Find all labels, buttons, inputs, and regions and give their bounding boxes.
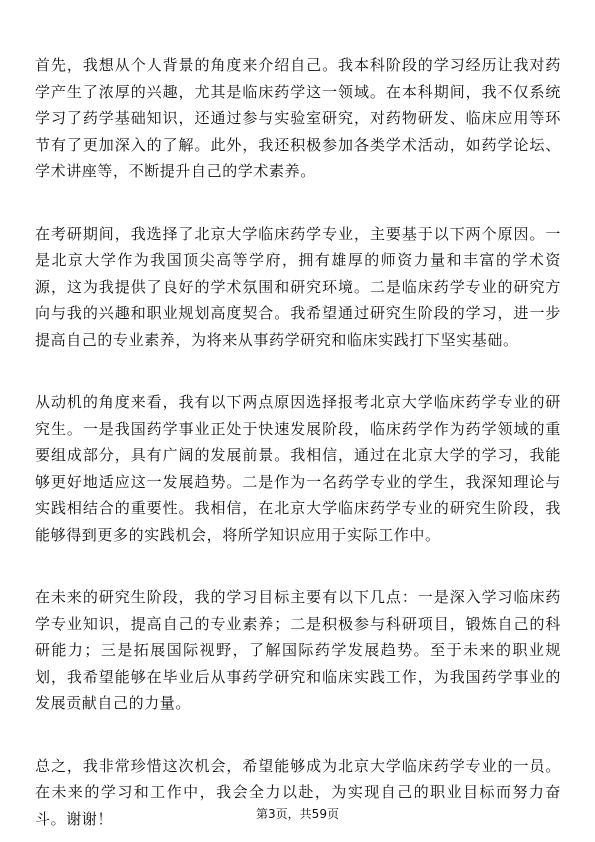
document-body [35, 52, 561, 832]
paragraph-motivation: 从动机的角度来看，我有以下两点原因选择报考北京大学临床药学专业的研究生。一是我国药学事业正处于快速发展阶段，临床药学作为药学领域的重要组成部分，具有广阔的发展前景。我相信，通过在北京大学的学习，我能够更好地适应这一发展趋势。二是作为一名药学专业的学生，我深知理论与实践相结合的重要性。我相信，在北京大学临床药学专业的研究生阶段，我能够得到更多的实践机会，将所学知识应用于实际工作中。 [35, 393, 561, 544]
paragraph-personal-background: 首先，我想从个人背景的角度来介绍自己。我本科阶段的学习经历让我对药学产生了浓厚的兴趣，尤其是临床药学这一领域。在本科期间，我不仅系统学习了药学基础知识，还通过参与实验室研究，对药物研发、临床应用等环节有了更加深入的了解。此外，我还积极参加各类学术活动，如药学论坛、学术讲座等，不断提升自己的学术素养。 [35, 56, 561, 180]
paragraph-study-goals: 在未来的研究生阶段，我的学习目标主要有以下几点：一是深入学习临床药学专业知识，提高自己的专业素养；二是积极参与科研项目，锻炼自己的科研能力；三是拓展国际视野，了解国际药学发展趋势。至于未来的职业规划，我希望能够在毕业后从事药学研究和临床实践工作，为我国药学事业的发展贡献自己的力量。 [35, 588, 561, 712]
page-number-footer: 第3页，共59页 [256, 807, 339, 821]
paragraph-conclusion: 总之，我非常珍惜这次机会，希望能够成为北京大学临床药学专业的一员。在未来的学习和工作中，我会全力以赴，为实现自己的职业目标而努力奋斗。谢谢！ [35, 756, 561, 828]
paragraph-program-choice: 在考研期间，我选择了北京大学临床药学专业，主要基于以下两个原因。一是北京大学作为我国顶尖高等学府，拥有雄厚的师资力量和丰富的学术资源，这为我提供了良好的学术氛围和研究环境。二是临床药学专业的研究方向与我的兴趣和职业规划高度契合。我希望通过研究生阶段的学习，进一步提高自己的专业素养，为将来从事药学研究和临床实践打下坚实基础。 [35, 224, 561, 349]
